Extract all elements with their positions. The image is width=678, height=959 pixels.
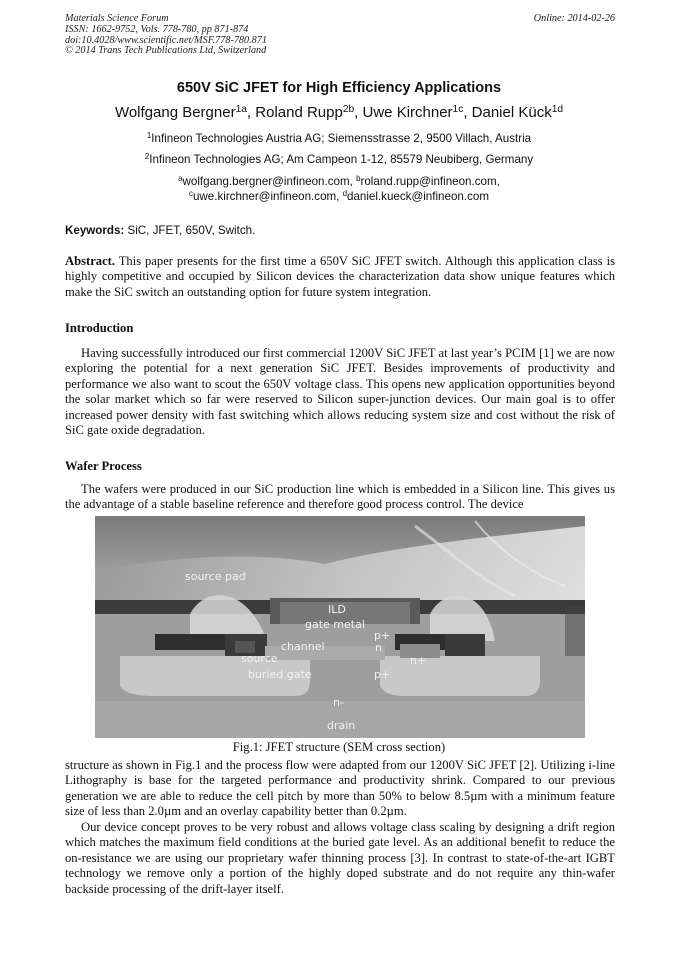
- label-channel: channel: [281, 640, 325, 653]
- affiliation-sup: 1: [146, 131, 152, 141]
- label-buried-gate: buried gate: [248, 668, 312, 681]
- affiliation-2: [0, 153, 678, 166]
- author-name: Uwe Kirchner: [362, 104, 453, 121]
- sem-cross-section-image: [95, 516, 585, 738]
- affiliation-1: [0, 132, 678, 145]
- author-name: Wolfgang Bergner: [114, 104, 236, 121]
- affiliation-text: Infineon Technologies Austria AG; Siemensstrasse 2, 9500 Villach, Austria: [151, 132, 532, 145]
- figure-caption: Fig.1: JFET structure (SEM cross section): [232, 740, 446, 754]
- label-source: source: [241, 652, 278, 665]
- author-sup: 1c: [452, 103, 464, 115]
- author-name: Roland Rupp: [255, 104, 343, 121]
- abstract: [65, 254, 615, 300]
- label-p-plus-bottom: p+: [374, 668, 391, 681]
- email-sup: a: [178, 174, 183, 184]
- author-sep: ,: [354, 104, 363, 121]
- journal-header: [65, 14, 267, 57]
- author-sep: ,: [246, 104, 256, 121]
- email-sup: b: [356, 174, 361, 184]
- author-sup: 1d: [551, 103, 564, 115]
- wafer-paragraph-1: The wafers were produced in our SiC production line which is embedded in a Silicon line. This gives us the advantage of a stable baseline reference and therefore good process control. The device: [65, 482, 615, 512]
- email-sup: c: [189, 189, 193, 199]
- paper-title: 650V SiC JFET for High Efficiency Applications: [176, 80, 502, 96]
- author-list: [0, 104, 678, 121]
- wafer-paragraph-2: structure as shown in Fig.1 and the process flow were adapted from our 1200V SiC JFET [2]. Utilizing i-line Lithography is base for the targeted performance and productivity shrink. Compared to our previous generation we are able to reduce the cell pitch by more than 50% to below 8.5µm with a minimum feature size of less than 2.0µm and an overlay capability better than 0.2µm.: [65, 758, 615, 819]
- author-name: Daniel Kück: [471, 104, 552, 121]
- issn-line: ISSN: 1662-9752, Vols. 778-780, pp 871-874: [65, 23, 249, 35]
- abstract-label: Abstract.: [65, 254, 116, 268]
- author-sep: ,: [463, 104, 472, 121]
- doi-line: doi:10.4028/www.scientific.net/MSF.778-780.871: [65, 34, 267, 46]
- keywords-text: SiC, JFET, 650V, Switch.: [124, 224, 256, 237]
- email-sup: d: [342, 189, 348, 199]
- email-link[interactable]: uwe.kirchner@infineon.com,: [192, 190, 343, 203]
- author-sup: 1a: [235, 103, 247, 115]
- label-n-plus: n+: [410, 654, 427, 667]
- label-p-plus-top: p+: [374, 629, 391, 642]
- affiliation-sup: 2: [144, 152, 150, 162]
- copyright-line: © 2014 Trans Tech Publications Ltd, Switzerland: [65, 45, 267, 57]
- journal-name: Materials Science Forum: [65, 13, 169, 24]
- email-block: [0, 174, 678, 204]
- keywords: [65, 224, 255, 237]
- section-heading-wafer-process: Wafer Process: [65, 459, 142, 473]
- introduction-paragraph: Having successfully introduced our first commercial 1200V SiC JFET at last year’s PCIM [1] we are now exploring the potential for a next generation SiC JFET. Besides improvements of productivity and performance we also want to scout the 650V voltage class. This opens new application opportunities beyond the solar market which so far were reserved to Silicon super-junction devices. Our main goal is to offer increased power density with fast switching which allows reducing system size and cost without the risk of SiC gate oxide degradation.: [65, 346, 615, 438]
- label-n: n: [375, 641, 382, 654]
- email-link[interactable]: roland.rupp@infineon.com,: [360, 175, 500, 188]
- sem-figure: [95, 516, 585, 738]
- email-link[interactable]: wolfgang.bergner@infineon.com,: [182, 175, 357, 188]
- section-heading-introduction: Introduction: [65, 321, 134, 335]
- online-date: Online: 2014-02-26: [533, 13, 615, 24]
- keywords-label: Keywords:: [65, 224, 125, 237]
- author-sup: 2b: [342, 103, 355, 115]
- label-drain: drain: [327, 719, 356, 732]
- label-gate-metal: gate metal: [305, 618, 365, 631]
- email-link[interactable]: daniel.kueck@infineon.com: [347, 190, 489, 203]
- abstract-text: This paper presents for the first time a 650V SiC JFET switch. Although this application class is highly competitive and occupied by Silicon devices the characterization data show unique features which make the SiC switch an outstanding option for future system integration.: [65, 254, 615, 299]
- affiliation-text: Infineon Technologies AG; Am Campeon 1-12, 85579 Neubiberg, Germany: [149, 153, 534, 166]
- label-n-minus: n-: [333, 696, 344, 709]
- label-source-pad: source pad: [185, 570, 246, 583]
- wafer-paragraph-3: Our device concept proves to be very robust and allows voltage class scaling by designing a drift region which matches the maximum field conditions at the buried gate level. As an additional benefit to reduce the on-resistance we are using our proprietary wafer thinning process [3]. In contrast to state-of-the-art IGBT technology we remove only a portion of the highly doped substrate and do not require any thin-wafer backside processing of the drift-layer itself.: [65, 820, 615, 896]
- label-ild: ILD: [328, 603, 346, 616]
